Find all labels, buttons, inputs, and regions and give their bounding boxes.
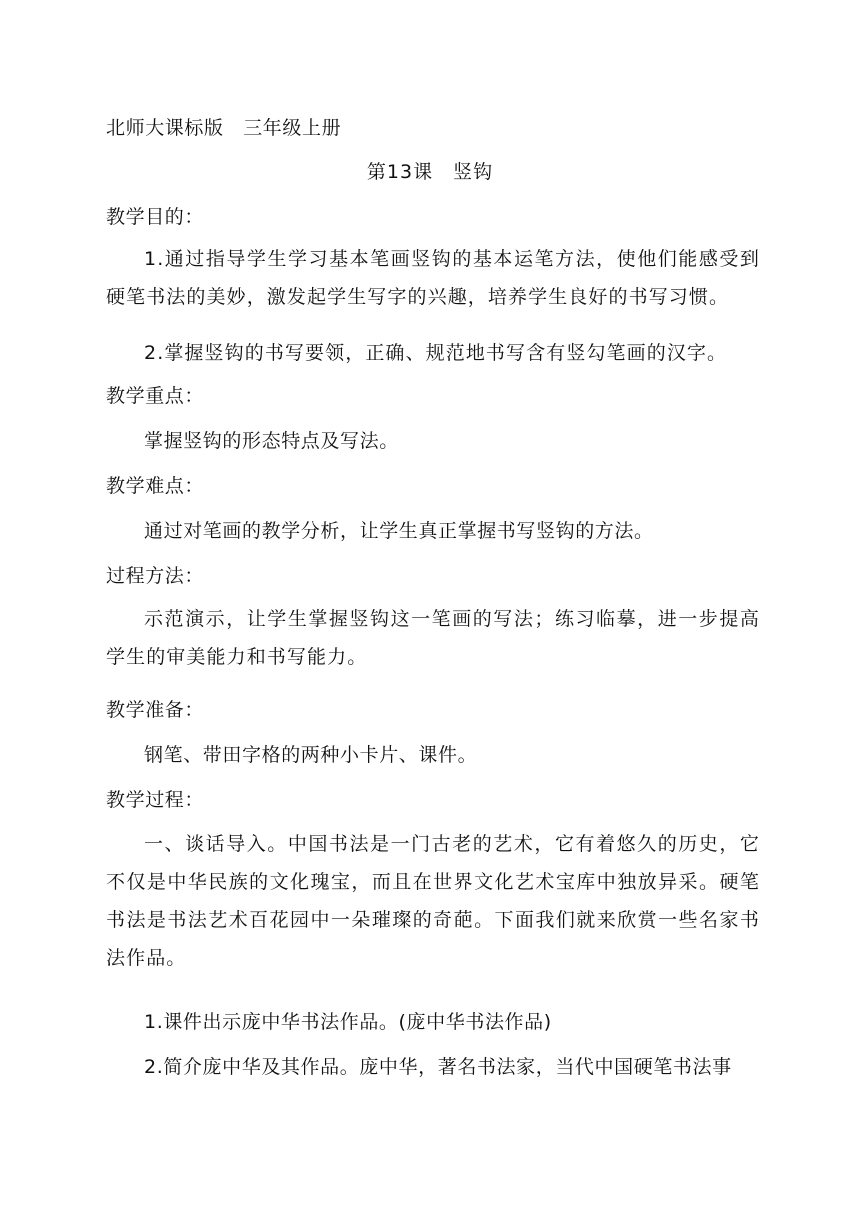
process-method-heading: 过程方法： bbox=[106, 565, 205, 587]
lesson-title: 第13课 竖钩 bbox=[366, 161, 494, 183]
difficulties-text: 通过对笔画的教学分析，让学生真正掌握书写竖钩的方法。 bbox=[144, 520, 654, 542]
process-method-text: 示范演示，让学生掌握竖钩这一笔画的写法；练习临摹，进一步提高学生的审美能力和书写能力。 bbox=[106, 608, 760, 668]
procedure-step-2: 2.简介庞中华及其作品。庞中华，著名书法家，当代中国硬笔书法事 bbox=[144, 1056, 732, 1078]
objective-item-2: 2.掌握竖钩的书写要领，正确、规范地书写含有竖勾笔画的汉字。 bbox=[144, 342, 728, 364]
objectives-heading: 教学目的： bbox=[106, 206, 205, 228]
procedure-intro: 一、谈话导入。中国书法是一门古老的艺术，它有着悠久的历史，它不仅是中华民族的文化瑰宝，而且在世界文化艺术宝库中独放异采。硬笔书法是书法艺术百花园中一朵璀璨的奇葩。下面我们就来欣赏一些名家书法作品。 bbox=[106, 833, 760, 969]
preparation-text: 钢笔、带田字格的两种小卡片、课件。 bbox=[144, 744, 478, 766]
procedure-heading: 教学过程： bbox=[106, 789, 205, 811]
key-points-text: 掌握竖钩的形态特点及写法。 bbox=[144, 430, 399, 452]
objective-item-1: 1.通过指导学生学习基本笔画竖钩的基本运笔方法，使他们能感受到硬笔书法的美妙，激发起学生写字的兴趣，培养学生良好的书写习惯。 bbox=[106, 248, 760, 308]
edition-label: 北师大课标版 三年级上册 bbox=[106, 117, 342, 139]
preparation-heading: 教学准备： bbox=[106, 699, 205, 721]
difficulties-heading: 教学难点： bbox=[106, 475, 205, 497]
key-points-heading: 教学重点： bbox=[106, 385, 205, 407]
procedure-step-1: 1.课件出示庞中华书法作品。(庞中华书法作品) bbox=[144, 1011, 552, 1033]
